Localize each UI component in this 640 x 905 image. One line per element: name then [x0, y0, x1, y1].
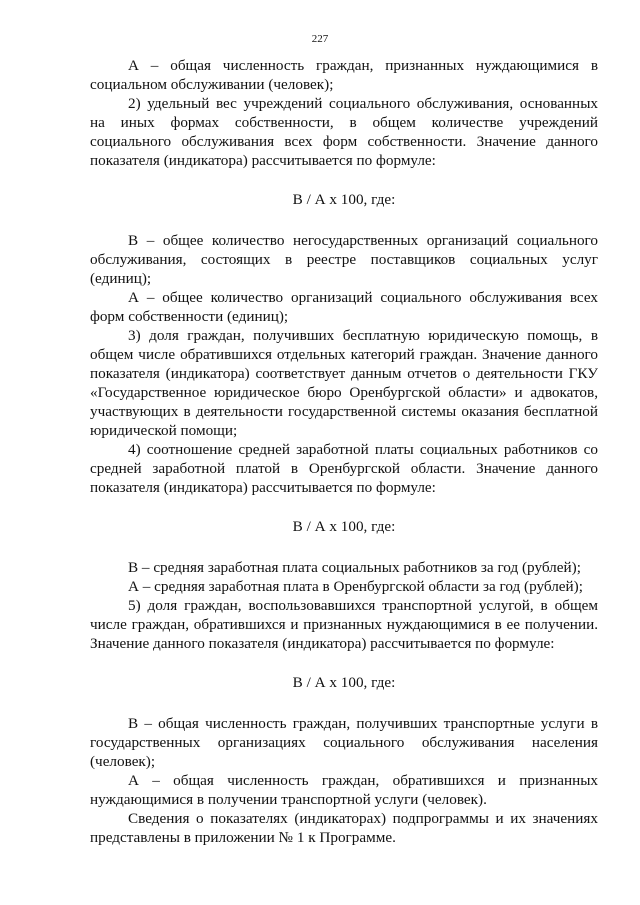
paragraph-item-2: 2) удельный вес учреждений социального обслуживания, основанных на иных формах собственности, в общем количестве учреждений социального обслуживания всех форм собственности. Значение данного показателя (индикатора) рассчитывается по формуле:: [90, 95, 598, 169]
paragraph-b-definition: В – общее количество негосударственных организаций социального обслуживания, состоящих в реестре поставщиков социальных услуг (единиц);: [90, 232, 598, 287]
paragraph-b-definition: В – средняя заработная плата социальных работников за год (рублей);: [128, 559, 581, 576]
formula: В / А х 100, где:: [292, 518, 396, 535]
paragraph-a-definition: А – общее количество организаций социального обслуживания всех форм собственности (единиц);: [90, 289, 598, 325]
paragraph-closing: Сведения о показателях (индикаторах) подпрограммы и их значениях представлены в приложении № 1 к Программе.: [90, 810, 598, 846]
formula: В / А х 100, где:: [292, 191, 396, 208]
body-text: [90, 56, 598, 847]
formula: В / А х 100, где:: [292, 674, 396, 691]
paragraph-a-definition: А – общая численность граждан, признанных нуждающимися в социальном обслуживании (человек);: [90, 57, 598, 93]
paragraph-item-5: 5) доля граждан, воспользовавшихся транспортной услугой, в общем числе граждан, обратившихся и признанных нуждающимися в ее получении. Значение данного показателя (индикатора) рассчитывается по формуле:: [90, 597, 598, 652]
paragraph-b-definition: В – общая численность граждан, получивших транспортные услуги в государственных организациях социального обслуживания населения (человек);: [90, 715, 598, 770]
page-number: 227: [311, 33, 329, 45]
paragraph-item-4: 4) соотношение средней заработной платы социальных работников со средней заработной платой в Оренбургской области. Значение данного показателя (индикатора) рассчитывается по формуле:: [90, 441, 598, 496]
paragraph-a-definition: А – общая численность граждан, обратившихся и признанных нуждающимися в получении транспортной услуги (человек).: [90, 772, 598, 808]
paragraph-a-definition: А – средняя заработная плата в Оренбургской области за год (рублей);: [128, 578, 583, 595]
paragraph-item-3: 3) доля граждан, получивших бесплатную юридическую помощь, в общем числе обратившихся отдельных категорий граждан. Значение данного показателя (индикатора) соответствует данным отчетов о деятельности ГКУ «Государственное юридическое бюро Оренбургской области» и адвокатов, участвующих в деятельности государственной системы оказания бесплатной юридической помощи;: [90, 327, 598, 439]
